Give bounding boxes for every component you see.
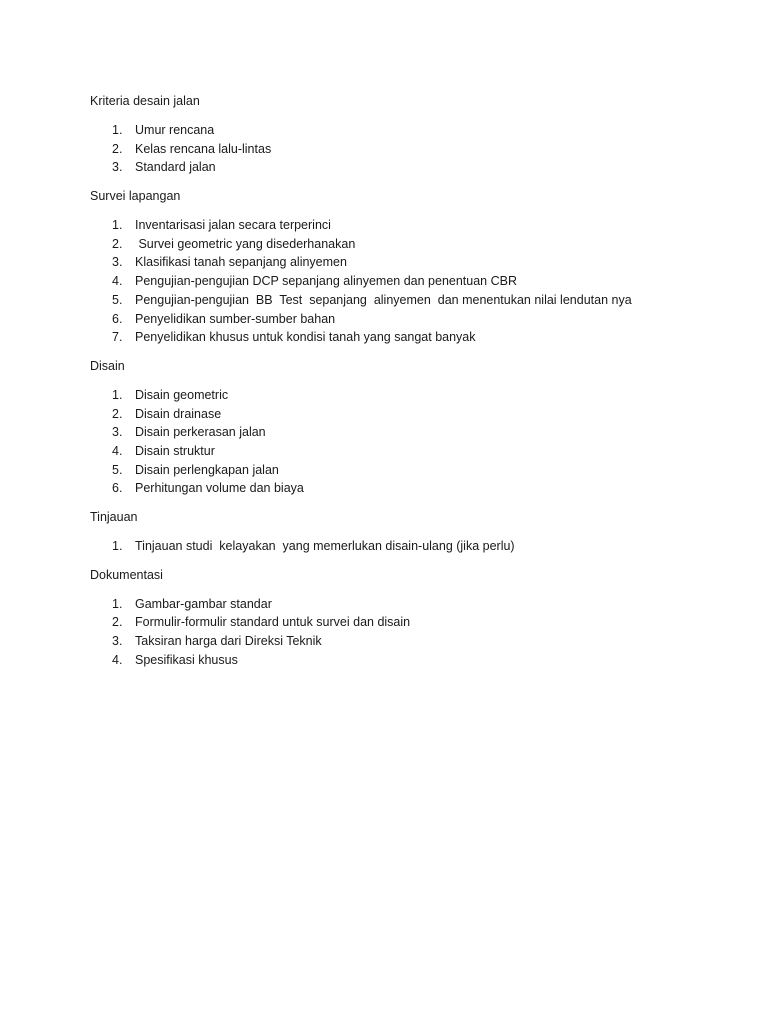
list-item-text: Umur rencana [135, 123, 215, 137]
list-item-number: 3. [112, 160, 123, 175]
list-item-text: Pengujian-pengujian BB Test sepanjang alinyemen dan menentukan nilai lendutan nya [135, 292, 632, 307]
list-item [90, 632, 710, 651]
list-item-number: 3. [112, 425, 123, 440]
list-item [90, 423, 710, 442]
list-item [90, 272, 710, 291]
list-item [90, 595, 710, 614]
list-item-text: Inventarisasi jalan secara terperinci [135, 218, 331, 233]
list-item [90, 291, 710, 310]
list-item-number: 1. [112, 123, 123, 137]
list-item [90, 253, 710, 272]
list-item-number: 6. [112, 481, 123, 496]
list-item-text: Disain geometric [135, 387, 229, 402]
list-tinjauan [90, 537, 710, 556]
list-item-text: Disain drainase [135, 406, 222, 421]
list-item [90, 613, 710, 632]
list-item [90, 328, 710, 347]
list-item-text: Taksiran harga dari Direksi Teknik [135, 634, 322, 649]
list-item [90, 651, 710, 670]
list-item [90, 537, 710, 556]
list-item-number: 1. [112, 387, 123, 402]
list-item-number: 2. [112, 141, 123, 156]
list-item-text: Pengujian-pengujian DCP sepanjang alinyemen dan penentuan CBR [135, 274, 517, 289]
list-item-text: Disain struktur [135, 443, 215, 458]
list-survei [90, 216, 710, 347]
list-item [90, 140, 710, 159]
list-item-text: Spesifikasi khusus [135, 652, 238, 667]
list-item-number: 3. [112, 634, 123, 649]
list-item-number: 4. [112, 443, 123, 458]
list-item-text: Formulir-formulir standard untuk survei dan disain [135, 615, 411, 630]
list-disain [90, 386, 710, 498]
list-item-text: Disain perkerasan jalan [135, 425, 266, 440]
list-item-number: 1. [112, 539, 123, 553]
list-item-number: 3. [112, 255, 123, 270]
list-item [90, 158, 710, 177]
list-item-text: Standard jalan [135, 160, 216, 175]
list-dokumentasi [90, 595, 710, 670]
list-item-number: 4. [112, 652, 123, 667]
list-item-number: 7. [112, 330, 123, 345]
list-item-text: Gambar-gambar standar [135, 596, 272, 611]
section-heading-disain: Disain [90, 358, 125, 373]
list-item [90, 310, 710, 329]
list-item-number: 4. [112, 274, 123, 289]
list-item-text: Tinjauan studi kelayakan yang memerlukan disain-ulang (jika perlu) [135, 539, 515, 553]
list-item-number: 5. [112, 292, 123, 307]
list-item-text: Klasifikasi tanah sepanjang alinyemen [135, 255, 347, 270]
section-heading-kriteria: Kriteria desain jalan [90, 94, 200, 108]
list-item-text: Penyelidikan khusus untuk kondisi tanah yang sangat banyak [135, 330, 476, 345]
list-item-number: 1. [112, 596, 123, 611]
section-heading-tinjauan: Tinjauan [90, 510, 138, 524]
list-item [90, 235, 710, 254]
list-item-text: Kelas rencana lalu-lintas [135, 141, 272, 156]
list-item-number: 2. [112, 236, 123, 251]
list-kriteria [90, 121, 710, 177]
list-item-number: 1. [112, 218, 123, 233]
list-item-number: 5. [112, 462, 123, 477]
list-item-text: Perhitungan volume dan biaya [135, 481, 304, 496]
list-item [90, 121, 710, 140]
document-body [90, 92, 710, 679]
list-item-text: Survei geometric yang disederhanakan [135, 236, 356, 251]
list-item-text: Disain perlengkapan jalan [135, 462, 279, 477]
list-item [90, 386, 710, 405]
list-item-number: 2. [112, 615, 123, 630]
list-item [90, 461, 710, 480]
list-item [90, 479, 710, 498]
list-item [90, 442, 710, 461]
section-heading-survei: Survei lapangan [90, 189, 181, 204]
list-item-number: 2. [112, 406, 123, 421]
list-item [90, 405, 710, 424]
list-item-text: Penyelidikan sumber-sumber bahan [135, 311, 336, 326]
list-item-number: 6. [112, 311, 123, 326]
list-item [90, 216, 710, 235]
section-heading-dokumentasi: Dokumentasi [90, 567, 163, 582]
